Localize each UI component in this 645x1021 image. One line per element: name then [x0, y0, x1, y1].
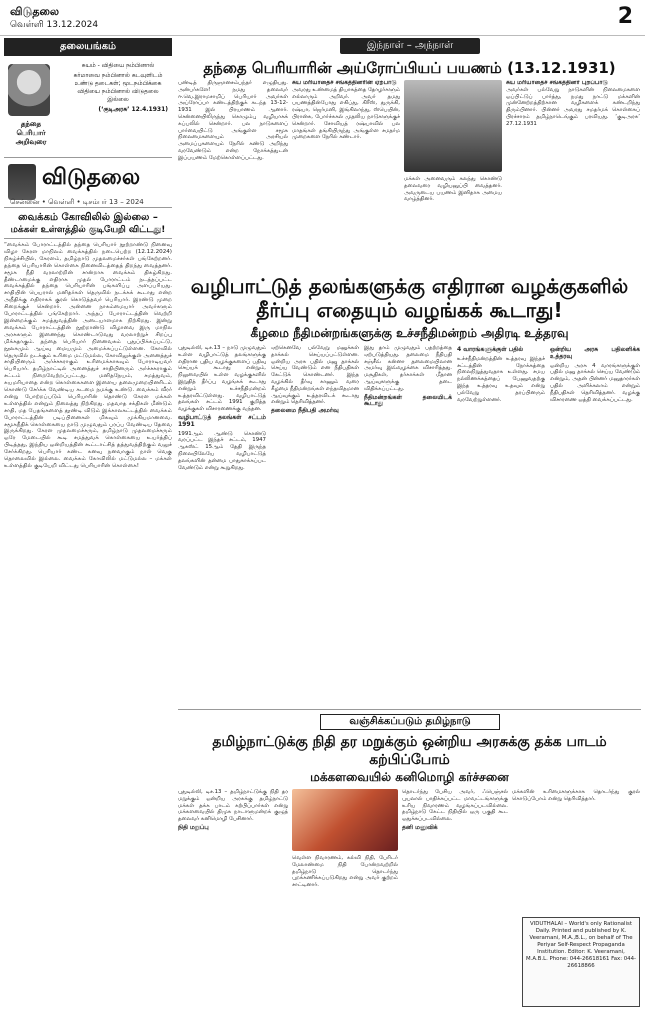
news2-col-2: வெள்ள நிவாரணம், கல்வி நிதி, பேரிடர் மேலாண்மை நிதி போன்றவற்றில் தமிழ்நாடு தொடர்ந்து புறக்கணிக்கப்படுகிறது என்று அவர் குற்றம் சாட்டினார்.: [292, 855, 398, 889]
lead-col-1-text: புதுடில்லி, டிச.13 – நாடு முழுவதும் உள்ள வழிபாட்டுத் தலங்களுக்கு எதிரான புதிய வழக்குகளைப் பதிவு செய்யக் கூடாது என்றும், நிலுவையில் உள்ள வழக்குகளில் இறுதித் தீர்ப்பு வழங்கக் கூடாது என்றும் உச்சநீதிமன்றம் உத்தரவிட்டுள்ளது. வழிபாட்டுத் தலங்கள் சட்டம் 1991 குறித்த வழக்குகள் விசாரணைக்கு வந்தன.: [178, 345, 266, 413]
lead-col-3-text: இது தாம் முழுவதும் பதற்றத்தை ஏற்படுத்தியது. தலைமை நீதிபதி சஞ்சீவ் கன்னா தலைமையிலான அமர்வு இவ்வழக்கை விசாரித்தது. மசூதிகள், தர்காக்கள் மீதான ஆய்வுகளுக்கு தடை விதிக்கப்பட்டது.: [364, 345, 452, 392]
feature-title: தந்தை பெரியாரின் அய்ரோப்பியப் பயணம் (13.12.1931): [203, 59, 616, 77]
masthead-logo-icon: [8, 164, 36, 200]
lead-col-5-subhead: ஒன்றிய அரசு பதிலளிக்க உத்தரவு: [550, 346, 640, 360]
lead-col-2: [271, 345, 359, 705]
page-header: [0, 0, 645, 36]
lead-col-4-text: உச்சநீதிமன்றத்தின் உத்தரவு இந்தச் சட்டத்தின் நோக்கத்தை நிலைநிறுத்துவதாக உள்ளது. சமய நல்லிணக்கத்தைப் பேணுவதற்கு இந்த உத்தரவு உதவும் என்று பல்வேறு தரப்பினரும் வரவேற்றுள்ளனர்.: [457, 355, 545, 403]
news2-col-4: மக்களின் உரிமைகளுக்காக தொடர்ந்து குரல் கொடுப்போம் என்று தெரிவித்தார்.: [512, 789, 640, 802]
feature-col-4-subhead: சுய மரியாதைச் சங்கத்தினர் புறப்பாடு: [506, 80, 608, 86]
news2-article: [178, 789, 641, 1009]
quote-source: (‘குடிஅரசு’ 12.4.1931): [98, 106, 168, 113]
lead-headline-2: தீர்ப்பு எதையும் வழங்கக் கூடாது!: [256, 298, 563, 322]
news2-col-3-subhead: தனி மனுவிக்: [402, 823, 438, 831]
page-number: 2: [617, 4, 633, 29]
left-column: [4, 38, 172, 1016]
paper-name: விடுதலை: [10, 5, 60, 18]
editorial-label: தலையங்கம்: [4, 38, 172, 56]
feature-section-label: இந்நாள் – அந்நாள்: [340, 38, 480, 54]
main-area: [178, 38, 641, 1016]
lead-col-1-text-b: 1991ஆம் ஆண்டு கொண்டு வரப்பட்ட இந்தச் சட்டம், 1947 ஆகஸ்ட் 15ஆம் தேதி இருந்த நிலையிலேயே வழிபாட்டுத் தலங்களின் தன்மை பாதுகாக்கப்பட வேண்டும் என்று கூறுகிறது.: [178, 430, 266, 471]
lead-col-5-text: ஒன்றிய அரசு 4 வாரங்களுக்குள் பதில் மனு தாக்கல் செய்ய வேண்டும் என்றும், அதன் பின்னர் மனுதாரர்கள் பதில் அளிக்கலாம் என்றும் நீதிபதிகள் தெரிவித்தனர். வழக்கு விசாரணை ஒத்தி வைக்கப்பட்டது.: [550, 362, 640, 403]
periyar-portrait: [8, 64, 50, 116]
feature-col-1: பண்டித் திருஞானசம்பந்தர் எழுதியது. அன்பர்களே! நமது தலைவர் ஈ.வெ.இராமசாமிப் பெரியார் அவர்கள் அய்ரோப்பா கண்டத்திற்குக் கடந்த 13-12-1931 இல் பிரயாணம் ஆனார். சென்னையிலிருந்து கொழும்பு வழியாகக் கப்பலில் சென்றார். பல நாடுகளைப் பார்வையிட்டு அங்குள்ள சமூக நிலைமைகளையும் அரசியல் அமைப்புகளையும் நேரில் கண்டு அறிந்து வரவேண்டும் என்ற நோக்கத்துடன் இப்பயணம் மேற்கொள்ளப்பட்டது.: [178, 80, 288, 161]
feature-col-2: [292, 80, 400, 268]
issue-date: வெள்ளி 13.12.2024: [10, 20, 99, 30]
masthead: [4, 160, 172, 208]
lead-col-4: [457, 345, 545, 705]
lead-subheadline: கீழமை நீதிமன்றங்களுக்கு உச்சநீதிமன்றம் அதிரடி உத்தரவு: [250, 326, 569, 340]
quote-box: [4, 56, 172, 158]
news2-col-1-text: புதுடில்லி, டிச.13 – தமிழ்நாட்டுக்கு நிதி தர மறுக்கும் ஒன்றிய அரசுக்கு தமிழ்நாட்டு மக்கள் தக்க பாடம் கற்பிப்பார்கள் என்று மக்களவையில் திமுக நாடாளுமன்றக் குழுத் தலைவர் கனிமொழி பேசினார்.: [178, 789, 288, 823]
editorial-subheadline: மக்கள் உள்ளத்தில் குடியேறி விட்டது!: [4, 224, 172, 239]
masthead-date: சென்னை • வெள்ளி • டிசம்பர் 13 – 2024: [10, 198, 144, 206]
quote-title: சுயம் - விதியை நம்பினால்: [81, 62, 155, 69]
news2-col-1-subhead: நிதி மறுப்பு: [178, 823, 209, 831]
lead-col-2-subhead: தலைமை நீதிபதி அமர்வு: [271, 407, 339, 415]
quote-author: தந்தை பெரியார் அறிவுரை: [15, 120, 47, 146]
lead-col-2-text: ஏற்கெனவே பல்வேறு மனுக்கள் தாக்கல் செய்யப்பட்டுள்ளன. ஒன்றிய அரசு பதில் மனு தாக்கல் செய்ய வேண்டும் என நீதிபதிகள் கேட்டுக் கொண்டனர். இந்த வழக்கில் தீர்வு காணும் வரை கீழமை நீதிமன்றங்கள் எந்தவிதமான ஆய்வுக்கும் உத்தரவிடக் கூடாது என்றும் தெரிவித்தனர்.: [271, 345, 359, 406]
lead-col-1: [178, 345, 266, 705]
news2-section-tag: [178, 714, 641, 730]
editorial-headline: வைக்கம் கோவிலில் இல்லை –: [18, 212, 158, 223]
feature-col-2-subhead: சுய மரியாதைச் சங்கத்தினரின் ஏற்பாடு: [292, 80, 397, 86]
kanimozhi-photo: [292, 789, 398, 851]
news2-col-3-text: தொடர்ந்து பேசிய அவர், ஃபெஞ்சல் புயலால் பாதிக்கப்பட்ட மாவட்டங்களுக்கு உரிய நிவாரணம் வழங்கப்படவில்லை. தமிழ்நாடு கேட்ட நிதியில் ஒரு பகுதி கூட ஒதுக்கப்படவில்லை.: [402, 789, 508, 823]
lead-headline-1: வழிபாட்டுத் தலங்களுக்கு எதிரான வழக்குகளில்: [190, 274, 629, 298]
news2-section-label: வஞ்சிக்கப்படும் தமிழ்நாடு: [320, 714, 500, 730]
imprint-box: VIDUTHALAI – World's only Rationalist Daily. Printed and published by K. Veeramani, M.A.,B.L., on behalf of The Periyar Self-Respect Propaganda Institution. Editor: K. Veeramani, M.A.B.L. Phone: 044-26618161 Fax: 044-26618866: [522, 917, 640, 1007]
lead-col-3: [364, 345, 452, 705]
quote-text: கர்மாவை நம்பினால் கடவுளிடம் உண்டு தடைகள்; மூடநம்பிக்கை விதியை நம்பினால் விடுதலை இல்லை: [73, 72, 163, 103]
feature-col-3: மக்கள் அனைவரும் கலந்து கொண்டு தலைவரை வழியனுப்பி வைத்தனர். அவருடைய பயணம் இனிதாக அமைய வாழ்த்தினர்.: [404, 176, 502, 203]
feature-col-4-text: அவர்கள் பல்வேறு நாடுகளின் நிலைமைகளை ஒப்பிட்டுப் பார்த்து, நமது நாட்டு மக்களின் முன்னேற்றத்திற்கான வழிகளைக் கண்டறிந்து திரும்பினார். பின்னர் அவரது சமதர்மக் கொள்கைப் பிரச்சாரம் தமிழ்நாடெங்கும் பரவியது. ‘குடிஅரசு’ 27.12.1931: [506, 86, 640, 127]
periyar-photo: [404, 80, 502, 172]
lead-col-4-subhead: 4 வாரங்களுக்குள் பதில்: [457, 346, 524, 353]
news2-headline: தமிழ்நாட்டுக்கு நிதி தர மறுக்கும் ஒன்றிய அரசுக்கு தக்க பாடம் கற்பிப்போம்: [212, 734, 607, 768]
lead-col-1-subhead: வழிபாட்டுத் தலங்கள் சட்டம் 1991: [178, 413, 266, 428]
feature-article: [178, 80, 641, 270]
lead-article: [178, 345, 641, 710]
editorial-body: “வைக்கம் போராட்டத்தில் தந்தை பெரியார் நூற்றாண்டு நினைவு விழா கேரள மாநிலம் வைக்கத்தில் நடைபெற்ற (12.12.2024) நிகழ்ச்சியில், கேரளம், தமிழ்நாடு முதலமைச்சர்கள் பங்கேற்றனர். தந்தை பெரியாரின் கொள்கை நினைவிடத்தைத் திறந்து வைத்தனர். சமூக நீதி வரலாற்றின் சான்றாக வைக்கம் திகழ்கிறது. தீண்டாமைக்கு எதிராக முதல் போராட்டம் நடத்தப்பட்ட வைக்கத்தில் தந்தை பெரியாரின் பங்களிப்பு அளப்பரியது. சாதியின் பெயரால் மனிதர்கள் தெருவில் நடக்கக் கூடாது என்ற அநீதிக்கு எதிராகக் குரல் கொடுத்தவர் பெரியார். இரண்டு முறை சிறைக்குச் சென்றார். அன்னை நாகம்மையார் அவர்களும் போராட்டத்தில் பங்கேற்றார். அந்தப் போராட்டத்தின் வெற்றி இன்றைக்கும் சமத்துவத்தின் அடையாளமாக நிற்கிறது. இன்று வைக்கம் போராட்டத்தின் நூற்றாண்டு விழாவை இரு மாநில அரசுகளும் இணைந்து கொண்டாடுவது வரலாற்றுச் சிறப்பு மிக்கதாகும். தந்தை பெரியார் நினைவகம் புதுப்பிக்கப்பட்டு, நூலகமும் ஆய்வு மையமும் அமைக்கப்பட்டுள்ளன. கோவில் தெருவில் நடக்கும் உரிமை மட்டுமல்ல, கோவிலுக்குள் அனைத்துச் சாதியினரும் அர்ச்சகராகும் உரிமைக்காகவும் போராடியவர் பெரியார். தமிழ்நாட்டில் அனைத்துச் சாதியினரும் அர்ச்சகராகும் சட்டம் நிறைவேற்றப்பட்டது. மனிதநேயம், சமத்துவம், சுயமரியாதை என்ற கொள்கைகளை இளைய தலைமுறையினரிடம் கொண்டு சேர்க்க வேண்டிய கடமை நமக்கு உண்டு. வைக்கம் வீரர் என்று போற்றப்படும் பெரியாரின் தொண்டு கேரள மக்கள் உள்ளத்தில் என்றும் நிலைத்து நிற்கிறது. மதவாத சக்திகள் மீண்டும் சாதி, மத பேதங்களைத் தூண்டி விடும் இக்காலகட்டத்தில் வைக்கம் போராட்டத்தின் படிப்பினைகள் மிகவும் முக்கியமானவை. சமூகநீதிக் கொள்கையை நாடு முழுவதும் பரப்ப வேண்டிய தேவை இருக்கிறது. கேரள முதலமைச்சரும், தமிழ்நாடு முதலமைச்சரும் ஒரே மேடையில் கூடி சமத்துவக் கொள்கையை உயர்த்திப் பிடித்தது, இந்திய ஒன்றியத்தின் கூட்டாட்சித் தத்துவத்திற்கும் வலுச் சேர்க்கிறது. பெரியார் கண்ட கனவு நனவாகும் நாள் வெகு தொலைவில் இல்லை. வைக்கம் கோவிலில் மட்டுமல்ல – மக்கள் உள்ளத்தில் குடியேறி விட்டது பெரியாரின் கொள்கை!: [4, 242, 172, 469]
lead-col-5: [550, 345, 640, 705]
news2-col-3: [402, 789, 508, 1007]
feature-col-4: [506, 80, 640, 268]
feature-section-tag: [178, 38, 641, 54]
news2-subheadline: மக்களவையில் கனிமொழி கர்ச்சனை: [310, 770, 509, 784]
lead-col-3-subhead: நீதிமன்றங்கள் தலையிடக் கூடாது: [364, 393, 452, 408]
masthead-title: விடுதலை: [42, 164, 141, 190]
news2-col-1: [178, 789, 288, 1007]
feature-col-2-text: அவரது உண்மைத் தியாகத்தை தோழர்களும் எல்லாரும் அறிவர். அவர் தமது பயணத்தின்போது எகிப்து, கிரீஸ், துருக்கி, ரஷ்யா, ஜெர்மனி, இங்கிலாந்து, ஸ்பெயின், பிரான்சு, போர்ச்சுகல் முதலிய நாடுகளுக்குச் சென்றார். சோவியத் ரஷ்யாவில் பல மாதங்கள் தங்கியிருந்து அங்குள்ள சமதர்ம முறைகளை நேரில் கண்டார்.: [292, 86, 400, 141]
